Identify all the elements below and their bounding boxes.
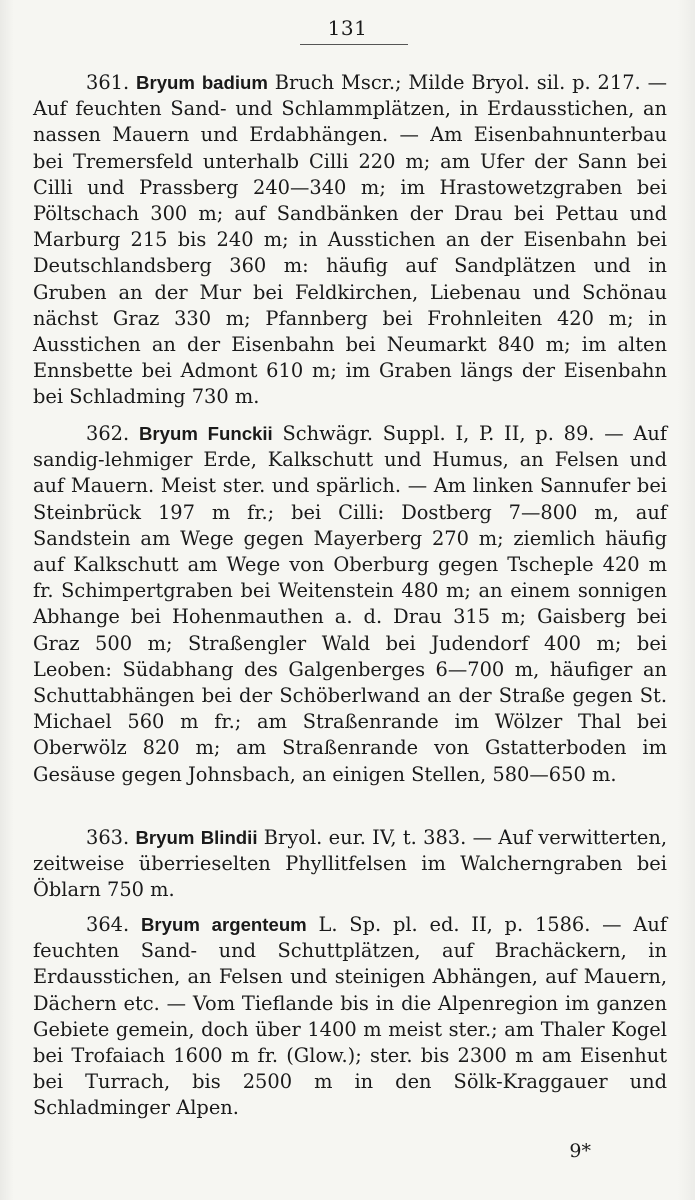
- species-epithet: argenteum: [211, 914, 307, 935]
- genus-name: Bryum: [138, 423, 198, 444]
- entry-number: 363.: [86, 826, 130, 849]
- entry-number: 361.: [86, 71, 130, 94]
- species-epithet: Blindii: [200, 827, 258, 848]
- entry-text: Bruch Mscr.; Milde Bryol. sil. p. 217. — Auf feuchten Sand- und Schlammplätzen, in Erdausstichen, an nassen Mauern und Erdabhängen. — Am Eisenbahnunterbau bei Tremersfeld unterhalb Cilli 220 m; am Ufer der Sann bei Cilli und Prassberg 240—340 m; im Hrastowetzgraben bei Pöltschach 300 m; auf Sandbänken der Drau bei Pettau und Marburg 215 bis 240 m; in Ausstichen an der Eisenbahn bei Deutschlandsberg 360 m: häufig auf Sandplätzen und in Gruben an der Mur bei Feldkirchen, Liebenau und Schönau nächst Graz 330 m; Pfannberg bei Frohnleiten 420 m; in Ausstichen an der Eisenbahn bei Neumarkt 840 m; im alten Ennsbette bei Admont 610 m; im Graben längs der Eisenbahn bei Schladming 730 m.: [33, 71, 667, 409]
- page-number: 131: [327, 16, 368, 40]
- species-entry: [33, 912, 667, 1122]
- header-rule: [300, 44, 408, 45]
- genus-name: Bryum: [140, 914, 200, 935]
- entry-text: Bryol. eur. IV, t. 383. — Auf verwitterten, zeitweise überrieselten Phyllitfelsen im Walcherngraben bei Öblarn 750 m.: [33, 826, 667, 902]
- species-entry: [33, 825, 667, 904]
- species-entry: [33, 70, 667, 411]
- genus-name: Bryum: [135, 827, 195, 848]
- entry-text: L. Sp. pl. ed. II, p. 1586. — Auf feuchten Sand- und Schuttplätzen, auf Brachäckern, in Erdausstichen, an Felsen und steinigen Abhängen, auf Mauern, Dächern etc. — Vom Tieflande bis in die Alpenregion im ganzen Gebiete gemein, doch über 1400 m meist ster.; am Thaler Kogel bei Trofaiach 1600 m fr. (Glow.); ster. bis 2300 m am Eisenhut bei Turrach, bis 2500 m in den Sölk-Kraggauer und Schladminger Alpen.: [33, 913, 668, 1120]
- species-epithet: Funckii: [207, 423, 273, 444]
- entry-number: 362.: [86, 422, 130, 445]
- species-epithet: badium: [201, 72, 268, 93]
- entry-number: 364.: [86, 913, 130, 936]
- entry-text: Schwägr. Suppl. I, P. II, p. 89. — Auf sandig-lehmiger Erde, Kalkschutt und Humus, an Felsen und auf Mauern. Meist ster. und spärlich. — Am linken Sannufer bei Steinbrück 197 m fr.; bei Cilli: Dostberg 7—800 m, auf Sandstein am Wege gegen Mayerberg 270 m; ziemlich häufig auf Kalkschutt am Wege von Oberburg gegen Tscheple 420 m fr. Schimpertgraben bei Weitenstein 480 m; an einem sonnigen Abhange bei Hohenmauthen a. d. Drau 315 m; Gaisberg bei Graz 500 m; Straßengler Wald bei Judendorf 400 m; bei Leoben: Südabhang des Galgenberges 6—700 m, häufiger an Schuttabhängen bei der Schöberlwand an der Straße gegen St. Michael 560 m fr.; am Straßenrande im Wölzer Thal bei Oberwölz 820 m; am Straßenrande von Gstatterboden im Gesäuse gegen Johnsbach, an einigen Stellen, 580—650 m.: [33, 422, 668, 786]
- species-entry: [33, 421, 667, 788]
- genus-name: Bryum: [136, 72, 195, 93]
- printer-signature-mark: 9*: [569, 1140, 591, 1162]
